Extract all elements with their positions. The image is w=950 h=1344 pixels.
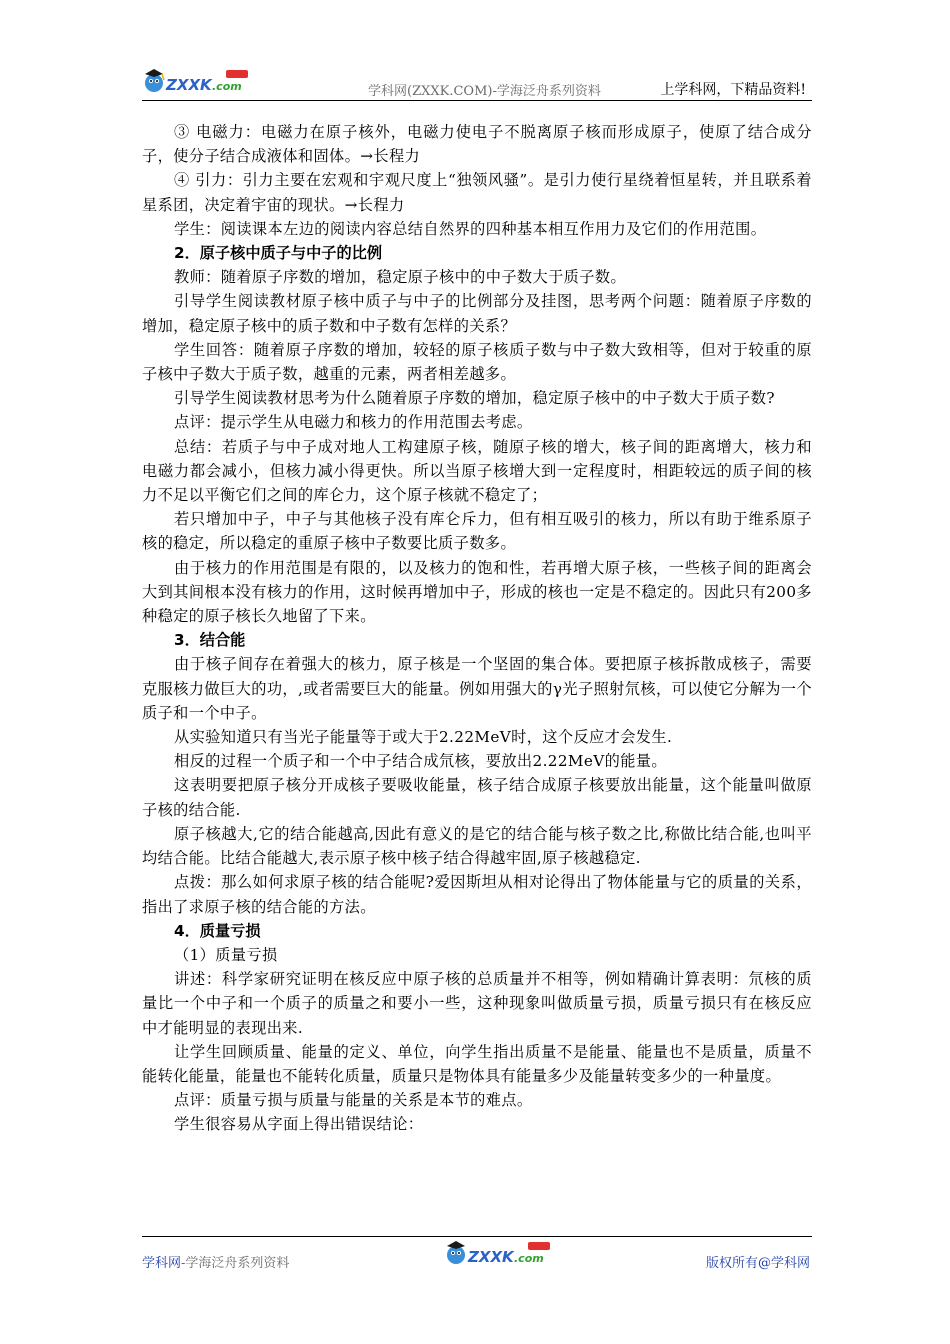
section-heading: 2．原子核中质子与中子的比例 <box>174 244 383 263</box>
paragraph: 这表明要把原子核分开成核子要吸收能量，核子结合成原子核要放出能量，这个能量叫做原子核的结合能. <box>142 776 812 819</box>
paragraph: 从实验知道只有当光子能量等于或大于2.22MeV时，这个反应才会发生. <box>174 728 673 747</box>
paragraph: （1）质量亏损 <box>174 945 278 964</box>
paragraph: 由于核力的作用范围是有限的，以及核力的饱和性，若再增大原子核，一些核子间的距离会大到其间根本没有核力的作用，这时候再增加中子，形成的核也一定是不稳定的。因此只有200多种稳定的原子核长久地留了下来。 <box>142 558 812 626</box>
svg-text:.com: .com <box>212 80 242 93</box>
footer-copyright-text: 版权所有@学科网 <box>705 1256 810 1271</box>
document-body <box>142 120 812 1137</box>
footer-logo-icon <box>444 1238 554 1268</box>
section-heading: 3．结合能 <box>174 631 246 650</box>
paragraph: 点拨：那么如何求原子核的结合能呢?爱因斯坦从相对论得出了物体能量与它的质量的关系，指出了求原子核的结合能的方法。 <box>142 873 812 916</box>
svg-text:ZXXK: ZXXK <box>166 76 212 94</box>
paragraph: 点评：提示学生从电磁力和核力的作用范围去考虑。 <box>174 413 533 432</box>
footer-series-text: -学海泛舟系列资料 <box>181 1256 290 1271</box>
paragraph: 引导学生阅读教材思考为什么随着原子序数的增加，稳定原子核中的中子数大于质子数? <box>174 389 775 408</box>
header-divider <box>142 100 812 101</box>
page-header <box>142 70 812 100</box>
svg-text:.com: .com <box>514 1252 544 1265</box>
header-right-text: 上学科网，下精品资料! <box>660 82 806 98</box>
paragraph: 讲述：科学家研究证明在核反应中原子核的总质量并不相等，例如精确计算表明：氘核的质量比一个中子和一个质子的质量之和要小一些，这种现象叫做质量亏损，质量亏损只有在核反应中才能明显的表现出来. <box>142 970 812 1037</box>
svg-text:ZXXK: ZXXK <box>468 1248 514 1266</box>
paragraph: 由于核子间存在着强大的核力，原子核是一个坚固的集合体。要把原子核拆散成核子，需要克服核力做巨大的功，,或者需要巨大的能量。例如用强大的γ光子照射氘核，可以使它分解为一个质子和一个中子。 <box>142 655 812 722</box>
zxxk-logo-icon <box>142 66 252 96</box>
paragraph: 学生回答：随着原子序数的增加，较轻的原子核质子数与中子数大致相等，但对于较重的原子核中子数大于质子数，越重的元素，两者相差越多。 <box>142 340 812 384</box>
paragraph: ③ 电磁力：电磁力在原子核外，电磁力使电子不脱离原子核而形成原子，使原了结合成分子，使分子结合成液体和固体。→长程力 <box>142 123 812 166</box>
footer-divider <box>142 1236 812 1237</box>
paragraph: 总结：若质子与中子成对地人工构建原子核，随原子核的增大，核子间的距离增大，核力和电磁力都会减小，但核力减小得更快。所以当原子核增大到一定程度时，相距较远的质子间的核力不足以平衡它们之间的库仑力，这个原子核就不稳定了； <box>142 437 812 505</box>
footer-site-link[interactable]: 学科网 <box>142 1256 182 1271</box>
paragraph: 学生很容易从字面上得出错误结论： <box>174 1115 424 1134</box>
header-center-text: 学科网(ZXXK.COM)-学海泛舟系列资料 <box>368 84 601 99</box>
paragraph: 点评：质量亏损与质量与能量的关系是本节的难点。 <box>174 1091 533 1110</box>
paragraph: 引导学生阅读教材原子核中质子与中子的比例部分及挂图，思考两个问题：随着原子序数的增加，稳定原子核中的质子数和中子数有怎样的关系？ <box>142 292 812 335</box>
section-heading: 4．质量亏损 <box>174 921 261 940</box>
footer-left-text <box>142 1252 289 1271</box>
paragraph: 相反的过程一个质子和一个中子结合成氘核，要放出2.22MeV的能量。 <box>174 752 667 771</box>
paragraph: 学生：阅读课本左边的阅读内容总结自然界的四种基本相互作用力及它们的作用范围。 <box>174 219 767 238</box>
paragraph: 教师：随着原子序数的增加，稳定原子核中的中子数大于质子数。 <box>174 268 627 287</box>
paragraph: ④ 引力：引力主要在宏观和宇观尺度上“独领风骚”。是引力使行星绕着恒星转，并且联系着星系团，决定着宇宙的现状。→长程力 <box>142 171 812 214</box>
paragraph: 原子核越大,它的结合能越高,因此有意义的是它的结合能与核子数之比,称做比结合能,也叫平均结合能。比结合能越大,表示原子核中核子结合得越牢固,原子核越稳定. <box>142 824 812 868</box>
paragraph: 若只增加中子，中子与其他核子没有库仑斥力，但有相互吸引的核力，所以有助于维系原子核的稳定，所以稳定的重原子核中子数要比质子数多。 <box>142 510 812 553</box>
paragraph: 让学生回顾质量、能量的定义、单位，向学生指出质量不是能量、能量也不是质量，质量不能转化能量，能量也不能转化质量，质量只是物体具有能量多少及能量转变多少的一种量度。 <box>142 1042 812 1085</box>
